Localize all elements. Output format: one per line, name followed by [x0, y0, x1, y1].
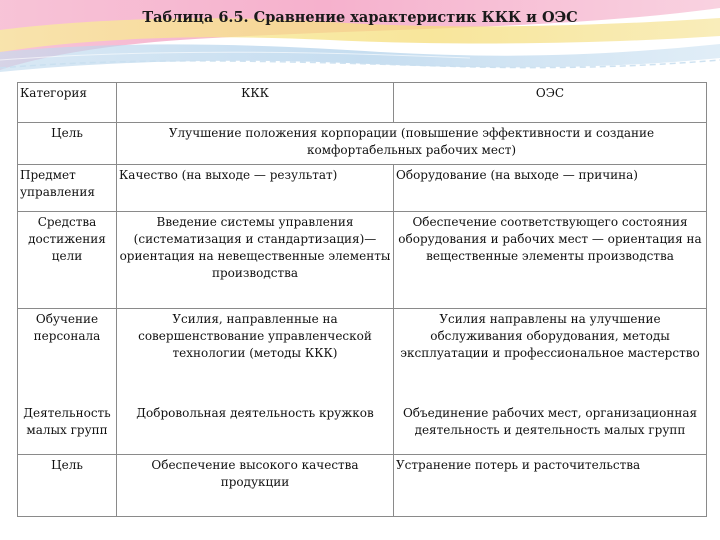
table-row: [18, 403, 707, 455]
row-category: Цель: [18, 455, 117, 517]
row-category: Деятельность малых групп: [18, 403, 117, 455]
table-row: [18, 123, 707, 165]
header-oes: ОЭС: [394, 83, 707, 123]
row-category: Средства достижения цели: [18, 212, 117, 309]
row-kkk-cell: Добровольная деятельность кружков: [117, 403, 394, 455]
table-row: [18, 309, 707, 403]
header-kkk: ККК: [117, 83, 394, 123]
row-oes-cell: Объединение рабочих мест, организационная деятельность и деятельность малых групп: [394, 403, 707, 455]
table-row: [18, 212, 707, 309]
row-category: Цель: [18, 123, 117, 165]
row-kkk-cell: Качество (на выходе — результат): [117, 165, 394, 212]
comparison-table: [17, 82, 707, 517]
row-oes-cell: Оборудование (на выходе — причина): [394, 165, 707, 212]
row-oes-cell: Усилия направлены на улучшение обслуживания оборудования, методы эксплуатации и профессиональное мастерство: [394, 309, 707, 403]
row-kkk-cell: Обеспечение высокого качества продукции: [117, 455, 394, 517]
row-kkk-cell: Введение системы управления (систематизация и стандартизация)— ориентация на невещественные элементы производства: [117, 212, 394, 309]
table-row: [18, 165, 707, 212]
row-merged-cell: Улучшение положения корпорации (повышение эффективности и создание комфортабельных рабочих мест): [117, 123, 707, 165]
header-category: Категория: [18, 83, 117, 123]
table-row: [18, 455, 707, 517]
row-category: Предмет управления: [18, 165, 117, 212]
row-kkk-cell: Усилия, направленные на совершенствование управленческой технологии (методы ККК): [117, 309, 394, 403]
table-header-row: [18, 83, 707, 123]
row-oes-cell: Устранение потерь и расточительства: [394, 455, 707, 517]
row-category: Обучение персонала: [18, 309, 117, 403]
page-title: Таблица 6.5. Сравнение характеристик ККК и ОЭС: [142, 9, 578, 26]
row-oes-cell: Обеспечение соответствующего состояния оборудования и рабочих мест — ориентация на вещественные элементы производства: [394, 212, 707, 309]
